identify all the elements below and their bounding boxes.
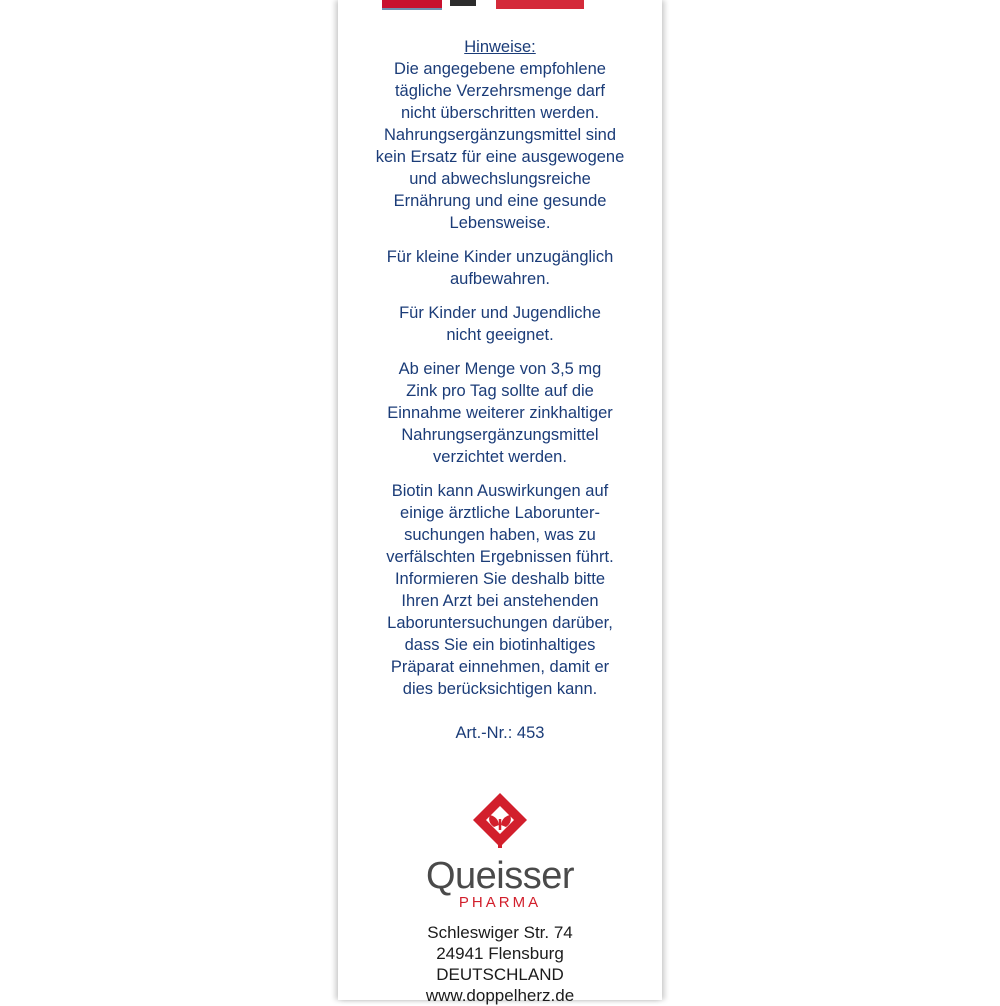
queisser-logo-icon (467, 790, 533, 850)
address-street: Schleswiger Str. 74 (427, 923, 573, 942)
text-line: Ihren Arzt bei anstehenden (401, 592, 599, 610)
text-line: Informieren Sie deshalb bitte (394, 570, 606, 588)
text-line: Laboruntersuchungen darüber, (387, 614, 613, 632)
text-line: Ernährung und eine gesunde (393, 192, 607, 210)
hinweise-paragraph-4 (352, 358, 648, 468)
text-line: Für kleine Kinder unzugänglich (386, 248, 614, 266)
brand-block (338, 790, 662, 1006)
text-line: Für Kinder und Jugendliche (399, 304, 601, 322)
text-line: tägliche Verzehrsmenge darf (394, 82, 606, 100)
text-line: einige ärztliche Laborunter- (400, 504, 600, 522)
text-line: nicht geeignet. (446, 326, 554, 344)
hinweise-paragraph-2 (352, 246, 648, 290)
text-line: aufbewahren. (450, 270, 550, 288)
text-line: Nahrungsergänzungsmittel sind (383, 126, 617, 144)
text-line: verfälschten Ergebnissen führt. (386, 548, 614, 566)
text-line: Ab einer Menge von 3,5 mg (398, 360, 602, 378)
text-line: Einnahme weiterer zinkhaltiger (387, 404, 613, 422)
text-line: Präparat einnehmen, damit er (390, 658, 610, 676)
hinweise-paragraph-5 (352, 480, 648, 700)
text-line: suchungen haben, was zu (404, 526, 596, 544)
brand-name: Queisser (425, 855, 575, 897)
website-link: www.doppelherz.de (425, 986, 575, 1005)
text-line: und abwechslungsreiche (409, 170, 591, 188)
hinweise-section (352, 36, 648, 756)
brand-subtitle: PHARMA (458, 894, 542, 911)
text-line: Zink pro Tag sollte auf die (406, 382, 594, 400)
hinweise-paragraph-3 (352, 302, 648, 346)
hinweise-heading: Hinweise: (464, 38, 536, 56)
hinweise-paragraph-1 (352, 58, 648, 234)
package-side-panel (338, 0, 662, 1005)
red-stripe (382, 0, 442, 10)
address-country: DEUTSCHLAND (436, 965, 564, 984)
address-city: 24941 Flensburg (436, 944, 564, 963)
package-top-edge (338, 0, 662, 14)
text-line: Die angegebene empfohlene (394, 60, 606, 78)
text-line: verzichtet werden. (433, 448, 567, 466)
text-line: Nahrungsergänzungsmittel (401, 426, 599, 444)
text-line: dies berücksichtigen kann. (402, 680, 598, 698)
red-stripe-right (496, 0, 584, 9)
text-line: nicht überschritten werden. (400, 104, 600, 122)
text-line: dass Sie ein biotinhaltiges (404, 636, 596, 654)
article-number: Art.-Nr.: 453 (455, 724, 545, 742)
text-line: Lebensweise. (449, 214, 551, 232)
text-line: kein Ersatz für eine ausgewogene (375, 148, 625, 166)
text-line: Biotin kann Auswirkungen auf (391, 482, 609, 500)
dark-stripe (450, 0, 476, 6)
company-address (338, 922, 662, 1006)
